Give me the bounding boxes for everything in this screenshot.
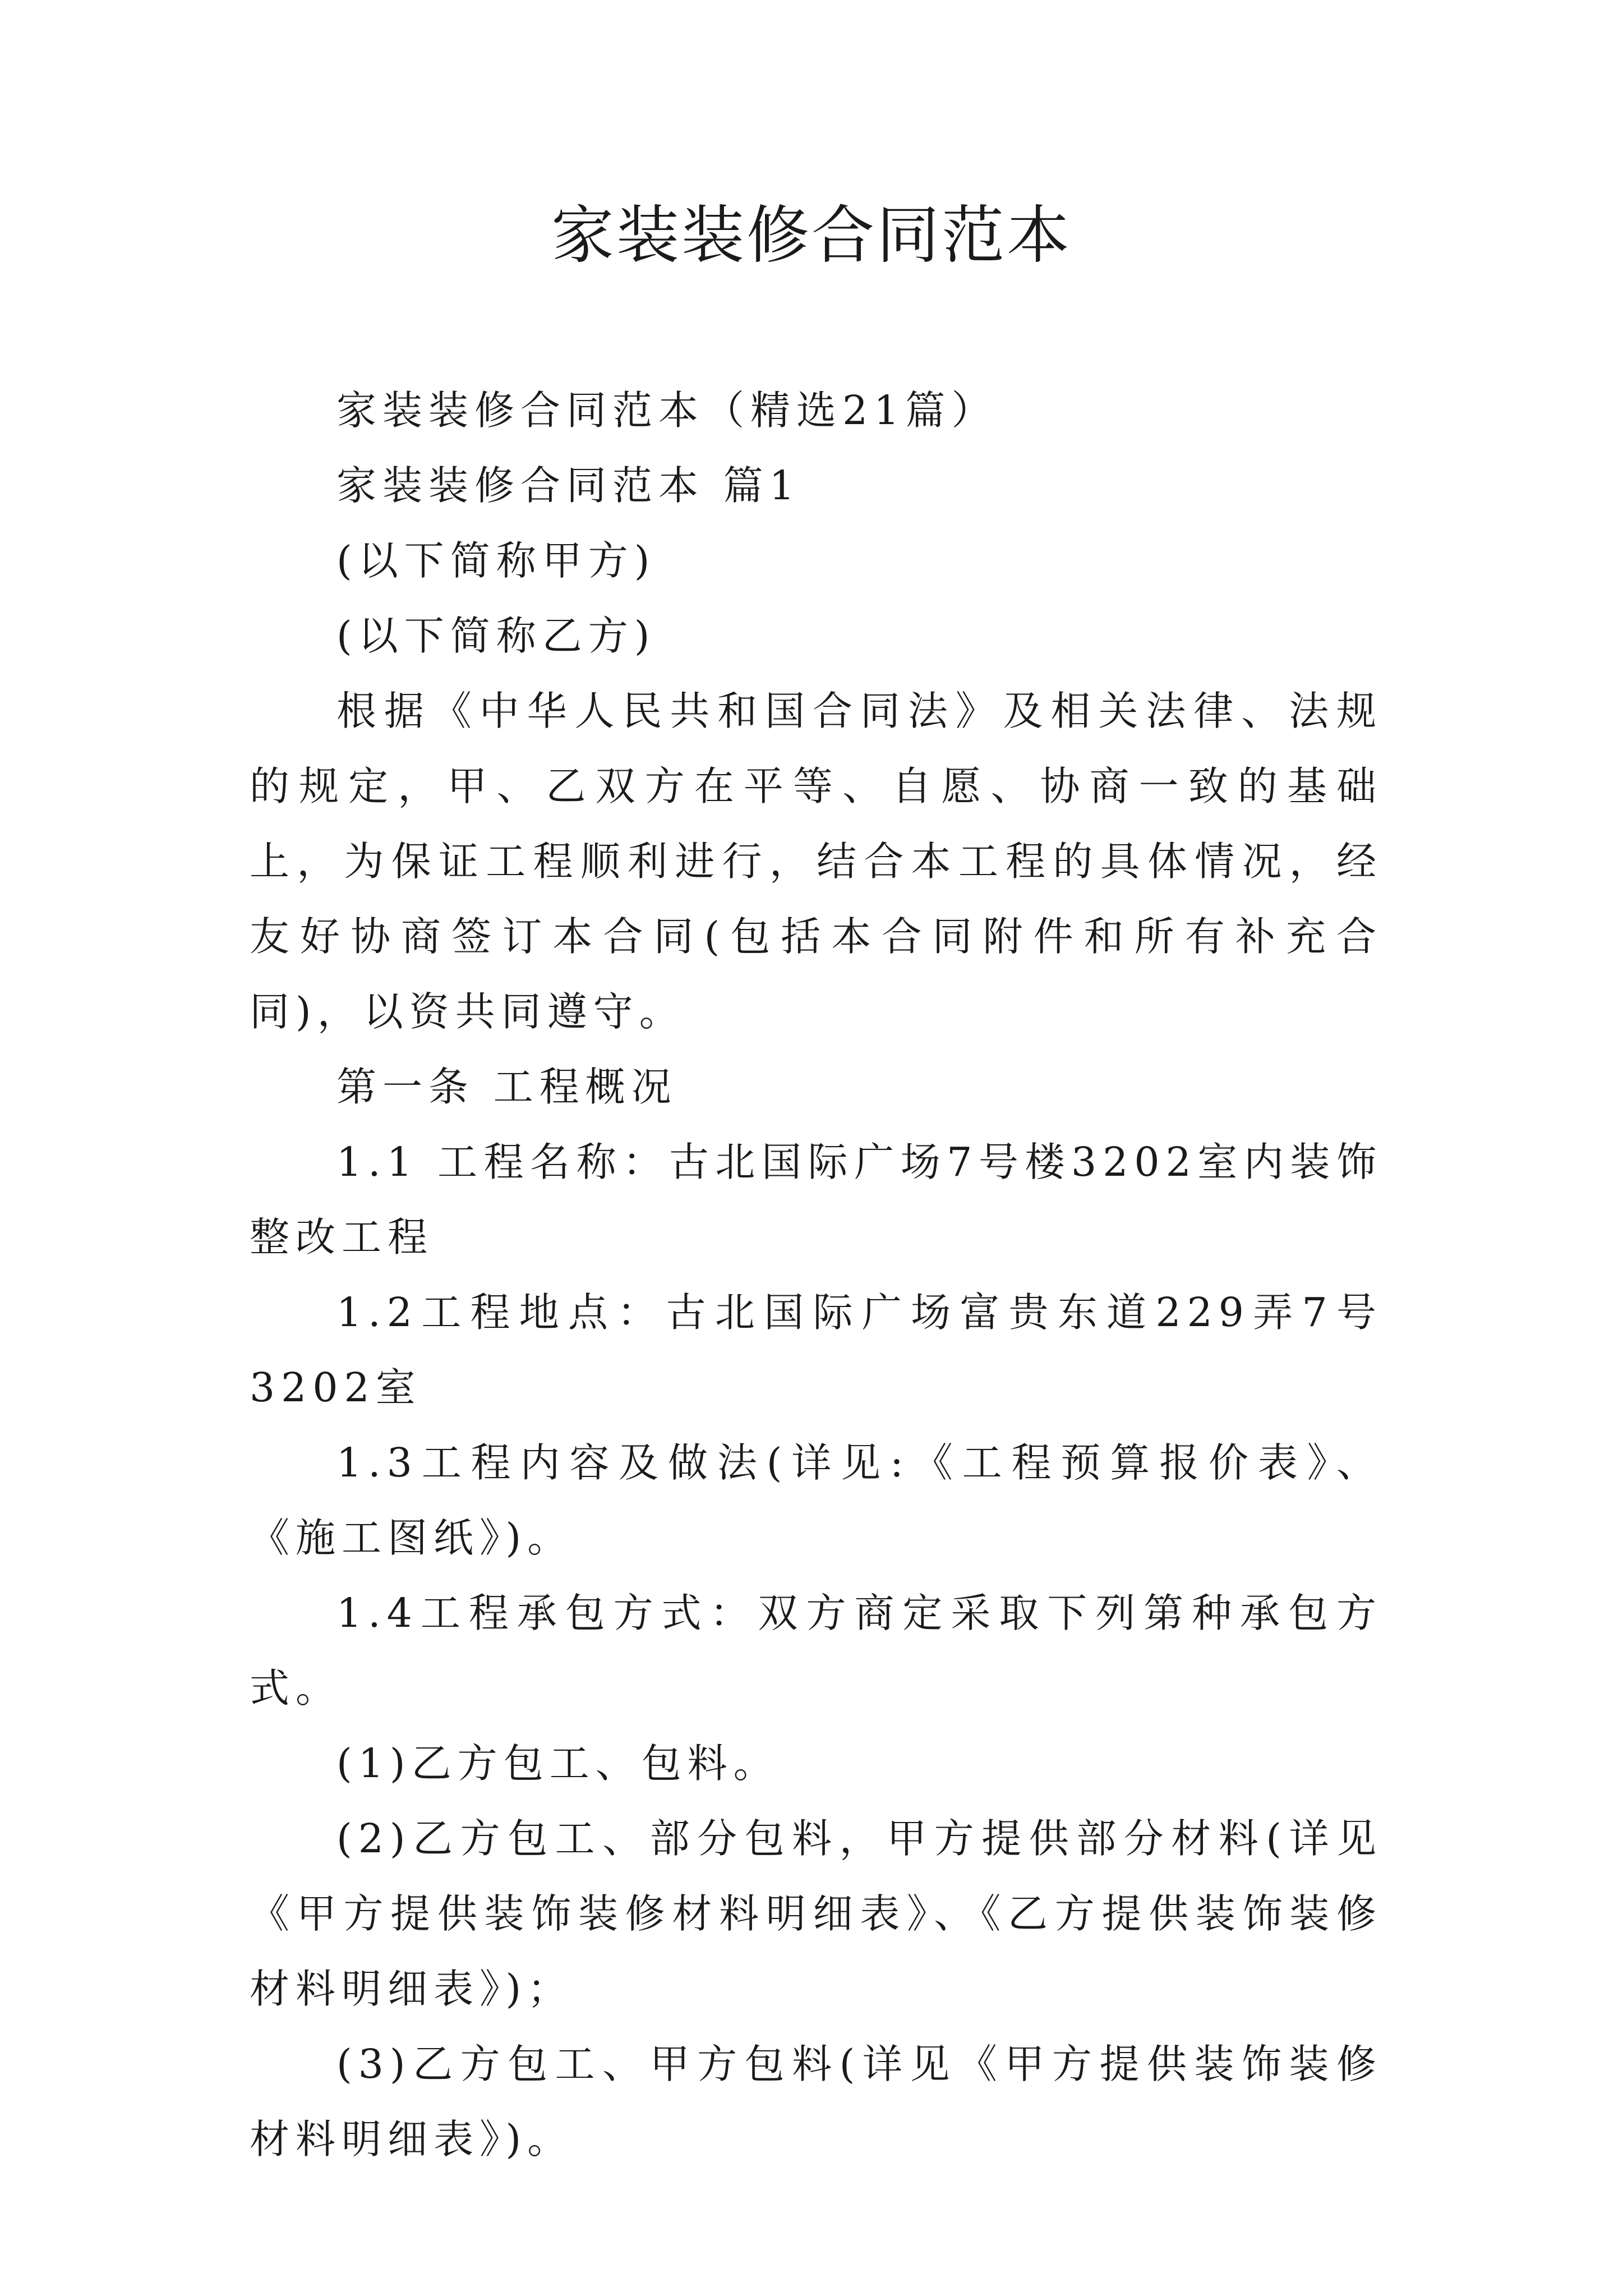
document-body [250, 373, 1382, 2177]
paragraph-party-a: (以下简称甲方) [336, 537, 656, 584]
paragraph-clause-1-2: 1.2工程地点：古北国际广场富贵东道229弄7号3202室 [250, 1289, 1382, 1411]
paragraph-option-2: (2)乙方包工、部分包料，甲方提供部分材料(详见《甲方提供装饰装修材料明细表》、《乙方提供装饰装修材料明细表》)； [250, 1815, 1382, 2012]
paragraph-chapter-heading: 家装装修合同范本 篇1 [336, 462, 801, 509]
paragraph-subtitle: 家装装修合同范本（精选21篇） [336, 387, 998, 434]
paragraph-article-heading: 第一条 工程概况 [336, 1064, 677, 1110]
paragraph-clause-1-4: 1.4工程承包方式：双方商定采取下列第种承包方式。 [250, 1590, 1382, 1711]
paragraph-option-1: (1)乙方包工、包料。 [336, 1740, 780, 1787]
paragraph-clause-1-3: 1.3工程内容及做法(详见:《工程预算报价表》、《施工图纸》)。 [250, 1439, 1382, 1561]
document-title: 家装装修合同范本 [551, 199, 1072, 272]
paragraph-party-b: (以下简称乙方) [336, 613, 656, 659]
paragraph-clause-1-1: 1.1 工程名称：古北国际广场7号楼3202室内装饰整改工程 [250, 1139, 1382, 1260]
paragraph-preamble: 根据《中华人民共和国合同法》及相关法律、法规的规定，甲、乙双方在平等、自愿、协商一致的基础上，为保证工程顺利进行，结合本工程的具体情况，经友好协商签订本合同(包括本合同附件和所有补充合同)，以资共同遵守。 [250, 688, 1382, 1035]
paragraph-option-3: (3)乙方包工、甲方包料(详见《甲方提供装饰装修材料明细表》)。 [250, 2041, 1382, 2162]
